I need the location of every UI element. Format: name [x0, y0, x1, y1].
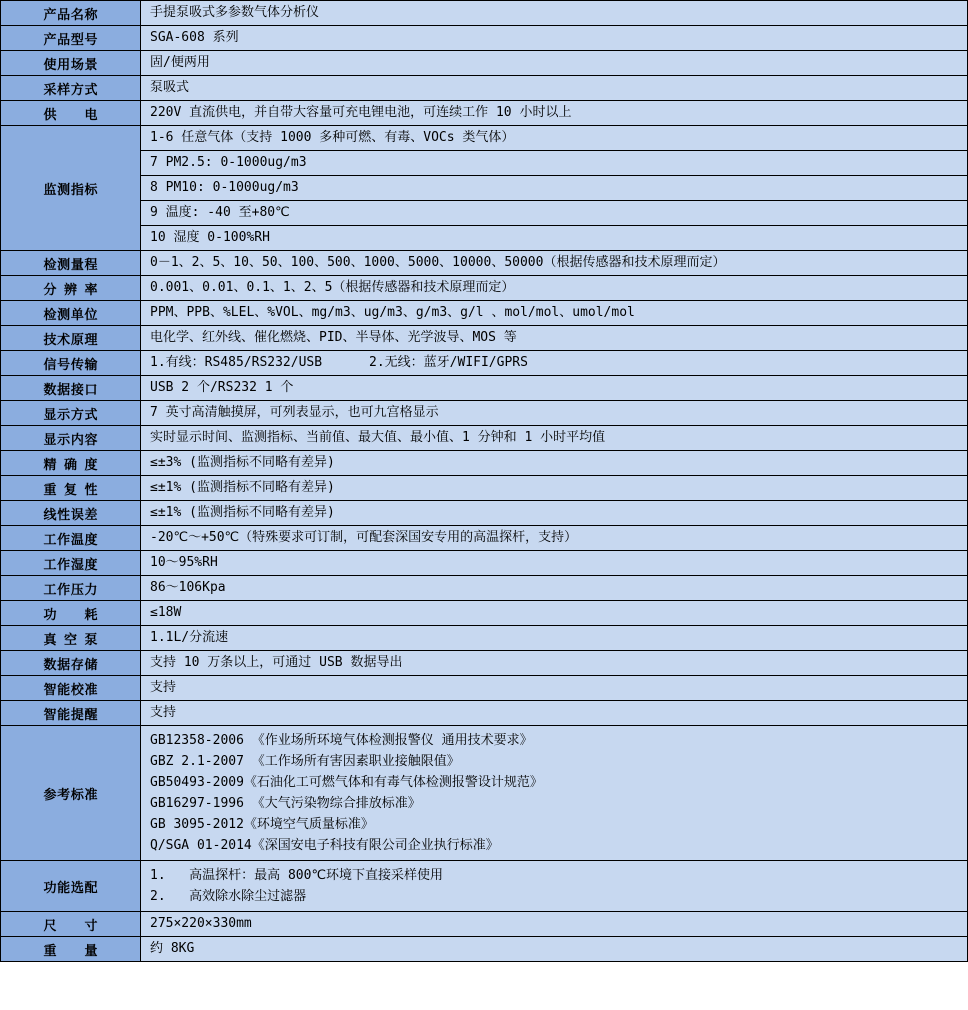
spec-value-cell: 1-6 任意气体（支持 1000 多种可燃、有毒、VOCs 类气体）	[141, 126, 968, 151]
spec-label: 工作温度	[43, 532, 98, 548]
spec-value-cell: 1.1L/分流速	[141, 626, 968, 651]
spec-label: 智能校准	[43, 682, 98, 698]
spec-label: 分辨率	[43, 282, 98, 298]
spec-value-cell: 8 PM10: 0-1000ug/m3	[141, 176, 968, 201]
spec-label: 功耗	[43, 607, 98, 623]
spec-row	[1, 101, 968, 126]
spec-row	[1, 1, 968, 26]
spec-row	[1, 151, 968, 176]
spec-label-cell	[1, 326, 141, 351]
spec-label-cell	[1, 476, 141, 501]
spec-value-cell: 支持	[141, 676, 968, 701]
spec-label: 工作湿度	[43, 557, 98, 573]
spec-row	[1, 26, 968, 51]
spec-label-cell	[1, 726, 141, 861]
spec-label-cell	[1, 576, 141, 601]
spec-label: 智能提醒	[43, 707, 98, 723]
spec-row	[1, 861, 968, 912]
spec-value-cell: PPM、PPB、%LEL、%VOL、mg/m3、ug/m3、g/m3、g/l 、mol/mol、umol/mol	[141, 301, 968, 326]
spec-row	[1, 601, 968, 626]
spec-label-cell	[1, 126, 141, 251]
spec-value-line: GBZ 2.1-2007 《工作场所有害因素职业接触限值》	[150, 754, 460, 769]
spec-label-cell	[1, 76, 141, 101]
spec-label-cell	[1, 51, 141, 76]
spec-value-line: GB16297-1996 《大气污染物综合排放标准》	[150, 796, 421, 811]
spec-row	[1, 912, 968, 937]
spec-value-line: 2. 高效除水除尘过滤器	[150, 889, 307, 904]
spec-value-cell: ≤±1% (监测指标不同略有差异)	[141, 501, 968, 526]
spec-row	[1, 476, 968, 501]
spec-value-cell: 0.001、0.01、0.1、1、2、5（根据传感器和技术原理而定）	[141, 276, 968, 301]
spec-value-cell: 泵吸式	[141, 76, 968, 101]
spec-value-cell: ≤18W	[141, 601, 968, 626]
spec-row	[1, 937, 968, 962]
spec-label: 数据接口	[43, 382, 98, 398]
spec-value-line: 1. 高温探杆：最高 800℃环境下直接采样使用	[150, 868, 444, 883]
spec-row	[1, 551, 968, 576]
spec-label-cell	[1, 861, 141, 912]
spec-label: 产品型号	[43, 32, 98, 48]
spec-label-cell	[1, 701, 141, 726]
spec-label: 检测量程	[43, 257, 98, 273]
spec-label: 显示内容	[43, 432, 98, 448]
spec-label: 精确度	[43, 457, 98, 473]
spec-value-line: GB 3095-2012《环境空气质量标准》	[150, 817, 374, 832]
spec-row	[1, 51, 968, 76]
spec-row	[1, 426, 968, 451]
spec-label: 重量	[43, 943, 98, 959]
spec-value-line: GB50493-2009《石油化工可燃气体和有毒气体检测报警设计规范》	[150, 775, 543, 790]
spec-value-cell: 1.有线：RS485/RS232/USB 2.无线：蓝牙/WIFI/GPRS	[141, 351, 968, 376]
spec-value-cell: 7 英寸高清触摸屏，可列表显示，也可九宫格显示	[141, 401, 968, 426]
spec-row	[1, 676, 968, 701]
spec-label: 工作压力	[43, 582, 98, 598]
spec-label: 技术原理	[43, 332, 98, 348]
spec-value-cell: ≤±3% (监测指标不同略有差异)	[141, 451, 968, 476]
spec-label-cell	[1, 676, 141, 701]
spec-row	[1, 726, 968, 861]
spec-row	[1, 451, 968, 476]
spec-row	[1, 301, 968, 326]
spec-value-cell: 电化学、红外线、催化燃烧、PID、半导体、光学波导、MOS 等	[141, 326, 968, 351]
spec-label-cell	[1, 351, 141, 376]
spec-value-cell: 固/便两用	[141, 51, 968, 76]
spec-row	[1, 501, 968, 526]
spec-value-cell: 支持	[141, 701, 968, 726]
spec-label: 信号传输	[43, 357, 98, 373]
spec-label-cell	[1, 526, 141, 551]
spec-value-cell: 7 PM2.5: 0-1000ug/m3	[141, 151, 968, 176]
spec-row	[1, 351, 968, 376]
spec-label-cell	[1, 937, 141, 962]
spec-label: 数据存储	[43, 657, 98, 673]
spec-row	[1, 401, 968, 426]
spec-value-cell: 10 湿度 0-100%RH	[141, 226, 968, 251]
spec-label-cell	[1, 451, 141, 476]
spec-value-cell: 86～106Kpa	[141, 576, 968, 601]
spec-row	[1, 526, 968, 551]
spec-label-cell	[1, 426, 141, 451]
spec-value-cell: 9 温度: -40 至+80℃	[141, 201, 968, 226]
spec-value-cell: SGA-608 系列	[141, 26, 968, 51]
spec-label: 监测指标	[43, 182, 98, 198]
spec-value-line: Q/SGA 01-2014《深国安电子科技有限公司企业执行标准》	[150, 838, 499, 853]
spec-label-cell	[1, 912, 141, 937]
spec-label-cell	[1, 601, 141, 626]
spec-label: 检测单位	[43, 307, 98, 323]
spec-value-cell: 0－1、2、5、10、50、100、500、1000、5000、10000、50000（根据传感器和技术原理而定）	[141, 251, 968, 276]
spec-row	[1, 126, 968, 151]
spec-label-cell	[1, 101, 141, 126]
spec-label: 采样方式	[43, 82, 98, 98]
spec-label: 重复性	[43, 482, 98, 498]
spec-table-body	[1, 1, 968, 962]
spec-label-cell	[1, 401, 141, 426]
spec-row	[1, 76, 968, 101]
spec-row	[1, 576, 968, 601]
spec-value-cell: 手提泵吸式多参数气体分析仪	[141, 1, 968, 26]
spec-label: 参考标准	[43, 787, 98, 803]
spec-label: 线性误差	[43, 507, 98, 523]
spec-row	[1, 701, 968, 726]
spec-value-cell	[141, 726, 968, 861]
spec-label-cell	[1, 301, 141, 326]
spec-label: 供电	[43, 107, 98, 123]
spec-label: 真空泵	[43, 632, 98, 648]
spec-label-cell	[1, 501, 141, 526]
spec-value-cell: 220V 直流供电，并自带大容量可充电锂电池，可连续工作 10 小时以上	[141, 101, 968, 126]
spec-row	[1, 176, 968, 201]
spec-row	[1, 626, 968, 651]
spec-label-cell	[1, 376, 141, 401]
spec-value-cell: -20℃～+50℃（特殊要求可订制，可配套深国安专用的高温探杆，支持）	[141, 526, 968, 551]
spec-label-cell	[1, 1, 141, 26]
spec-row	[1, 326, 968, 351]
spec-label-cell	[1, 251, 141, 276]
spec-value-line: GB12358-2006 《作业场所环境气体检测报警仪 通用技术要求》	[150, 733, 533, 748]
spec-label: 显示方式	[43, 407, 98, 423]
spec-value-cell: 约 8KG	[141, 937, 968, 962]
spec-label-cell	[1, 26, 141, 51]
spec-value-cell: 10～95%RH	[141, 551, 968, 576]
spec-value-cell: USB 2 个/RS232 1 个	[141, 376, 968, 401]
spec-label-cell	[1, 626, 141, 651]
spec-label-cell	[1, 651, 141, 676]
spec-value-cell: 275×220×330mm	[141, 912, 968, 937]
spec-label: 产品名称	[43, 7, 98, 23]
spec-label: 功能选配	[43, 880, 98, 896]
spec-row	[1, 651, 968, 676]
spec-label: 尺寸	[43, 918, 98, 934]
spec-value-cell	[141, 861, 968, 912]
spec-row	[1, 376, 968, 401]
spec-value-cell: 支持 10 万条以上，可通过 USB 数据导出	[141, 651, 968, 676]
spec-row	[1, 226, 968, 251]
spec-row	[1, 276, 968, 301]
spec-value-cell: 实时显示时间、监测指标、当前值、最大值、最小值、1 分钟和 1 小时平均值	[141, 426, 968, 451]
spec-row	[1, 251, 968, 276]
spec-label-cell	[1, 276, 141, 301]
spec-row	[1, 201, 968, 226]
spec-label-cell	[1, 551, 141, 576]
spec-label: 使用场景	[43, 57, 98, 73]
spec-value-cell: ≤±1% (监测指标不同略有差异)	[141, 476, 968, 501]
